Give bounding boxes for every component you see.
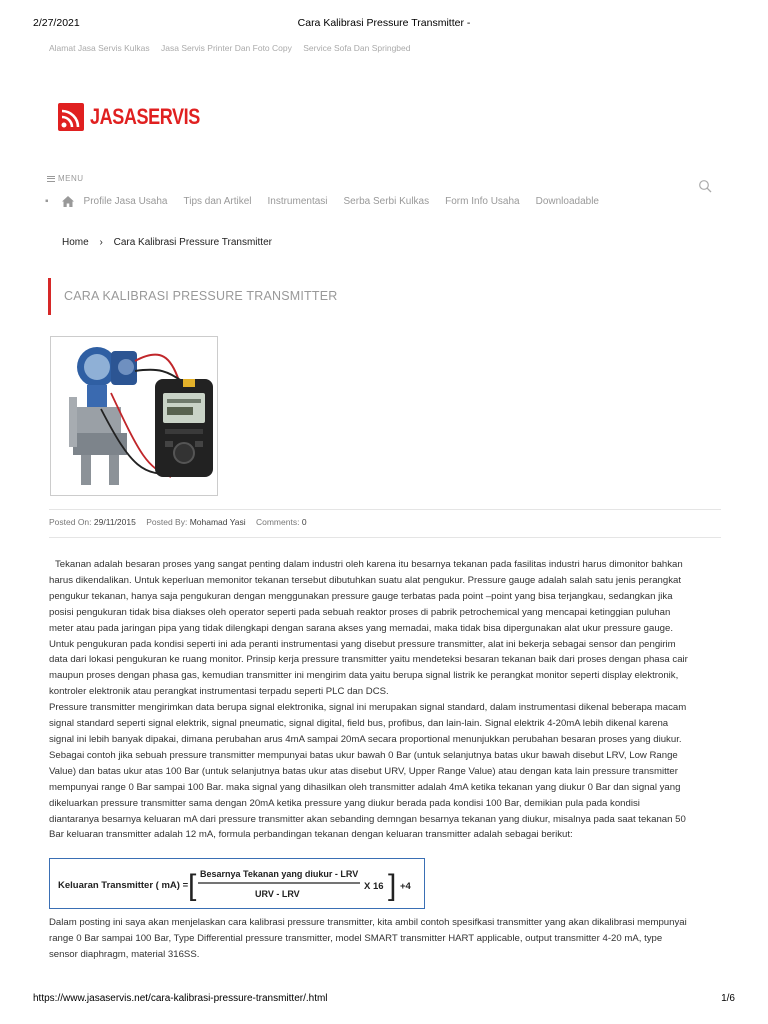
heading-accent-bar — [48, 278, 51, 315]
site-logo[interactable] — [58, 99, 224, 135]
formula-bracket-right: ] — [388, 869, 397, 902]
paragraph-line: meter atau pada jaringan pipa yang tidak dilengkapi dengan sarana akses yang memadai, maka tidak bisa dipergunakan alat ukur pressure gauge. — [49, 622, 673, 634]
comments-label: Comments: — [255, 517, 300, 527]
paragraph-line: Value) dan batas ukur atas 100 Bar (untuk selanjutnya batas ukur atas disebut URV, Upper Range Value) atau dengan kata lain pressure transmitter — [49, 765, 678, 777]
breadcrumb-current: Cara Kalibrasi Pressure Transmitter — [113, 237, 272, 248]
toplink-sofa[interactable]: Service Sofa Dan Springbed — [303, 43, 411, 53]
paragraph-line: sensor diaphragm, material 316SS. — [49, 948, 200, 960]
posted-on-label: Posted On: — [49, 517, 92, 527]
breadcrumb-separator: › — [99, 237, 103, 248]
paragraph-line: maupun proses dengan phasa gas, kemudian transmitter ini mengirim data yaitu berupa signal listrik ke perangkat monitor seperti display elektronik, — [49, 670, 679, 682]
top-links — [49, 43, 420, 53]
breadcrumb — [62, 237, 272, 248]
paragraph-line: Dalam posting ini saya akan menjelaskan cara kalibrasi pressure transmitter, kita ambil contoh spesifkasi transmitter yang akan dikalibrasi mempunyai — [49, 917, 687, 928]
toplink-kulkas[interactable]: Alamat Jasa Servis Kulkas — [49, 43, 150, 53]
logo-text: JASASERVIS — [90, 104, 200, 129]
paragraph-line: data dari lokasi pengukuran ke ruang monitor. Prinsip kerja pressure transmitter yaitu mendeteksi besaran tekanan baik dari proses dengan phasa cair — [49, 654, 688, 666]
paragraph-line: diantaranya besarnya keluaran mA dari pressure transmitter akan sebanding demngan besarnya tekanan yang diukur, misalnya pada saat tekanan 50 — [49, 813, 686, 825]
formula-bracket-left: [ — [188, 869, 197, 902]
posted-by-author[interactable]: Mohamad Yasi — [189, 517, 246, 527]
breadcrumb-home[interactable]: Home — [62, 237, 89, 248]
print-title: Cara Kalibrasi Pressure Transmitter - — [297, 17, 471, 29]
print-header — [33, 17, 735, 31]
nav-item-downloadable[interactable]: Downloadable — [535, 196, 599, 207]
paragraph-line: Tekanan adalah besaran proses yang sangat penting dalam industri oleh karena itu besarnya tekanan pada fasilitas industri harus dimonitor bahkan — [55, 559, 683, 570]
paragraph-line: harus dikendalikan. Untuk keperluan memonitor tekanan tersebut dibutuhkan suatu alat pengukur. Pressure gauge adalah salah satu jenis perangkat — [49, 574, 682, 586]
print-page-number: 1/6 — [721, 993, 735, 1004]
menu-toggle[interactable] — [47, 174, 84, 183]
posted-on-date: 29/11/2015 — [93, 517, 136, 527]
wifi-logo-icon — [58, 103, 86, 131]
article-image — [50, 336, 218, 496]
main-nav — [45, 196, 615, 207]
paragraph-line: dikeluarkan pressure transmitter sama dengan 20mA ketika pressure yang diukur berada pada kondisi 100 Bar, demikian pula pada kondisi — [49, 797, 640, 809]
formula-plus: +4 — [400, 881, 411, 892]
paragraph-line: pengukur tekanan, hanya saja pengukuran dengan menggunakan pressure gauge terbatas pada point –point yang bisa terjangkau, sedangkan jika — [49, 590, 673, 602]
print-date: 2/27/2021 — [33, 17, 80, 29]
hamburger-icon — [47, 174, 55, 183]
article-paragraph-2 — [49, 915, 721, 963]
formula-image — [49, 858, 425, 909]
comments-count[interactable]: 0 — [301, 517, 307, 527]
nav-item-kulkas[interactable]: Serba Serbi Kulkas — [343, 196, 430, 207]
nav-item-profile[interactable]: Profile Jasa Usaha — [83, 196, 168, 207]
nav-item-form[interactable]: Form Info Usaha — [445, 196, 520, 207]
formula-numerator: Besarnya Tekanan yang diukur - LRV — [200, 869, 359, 879]
paragraph-line: posisi pengukuran tidak bisa diakses oleh operator seperti pada sebuah reaktor proses di pabrik petrochemical yang mencapai ketinggian puluhan — [49, 606, 671, 618]
paragraph-line: signal ini lebih banyak dipakai, dimana perubahan arus 4mA sampai 20mA secara proportional menunjukkan perubahan besaran proses yang diukur. — [49, 733, 682, 745]
nav-item-tips[interactable]: Tips dan Artikel — [183, 196, 252, 207]
search-icon[interactable] — [698, 179, 712, 193]
paragraph-line: mempunyai range 0 Bar sampai 100 Bar. maka signal yang dihasilkan oleh transmitter adalah 4mA ketika tekanan yang diukur 0 Bar dan signal yang — [49, 781, 681, 793]
home-icon[interactable] — [62, 196, 74, 207]
nav-bullet-icon: ▪ — [45, 196, 49, 207]
post-meta — [49, 517, 307, 527]
toplink-printer[interactable]: Jasa Servis Printer Dan Foto Copy — [161, 43, 292, 53]
menu-label: MENU — [58, 174, 84, 183]
paragraph-line: Sebagai contoh jika sebuah pressure transmitter mempunyai batas ukur bawah 0 Bar (untuk selanjutnya batas ukur bawah disebut LRV, Low Range — [49, 749, 678, 761]
formula-times: X 16 — [364, 881, 384, 892]
paragraph-line: range 0 Bar sampai 100 Bar, Type Differential pressure transmitter, model SMART transmitter HART applicable, output transmitter 4-20 mA, type — [49, 932, 663, 944]
article-paragraph-1 — [49, 557, 721, 843]
page-title: CARA KALIBRASI PRESSURE TRANSMITTER — [64, 289, 338, 303]
paragraph-line: kontroler elektronik atau perangkat instrumentasi terpadu seperti PLC dan DCS. — [49, 686, 389, 698]
meta-bottom-rule — [49, 537, 721, 538]
meta-top-rule — [49, 509, 721, 510]
print-url: https://www.jasaservis.net/cara-kalibrasi-pressure-transmitter/.html — [33, 993, 328, 1004]
nav-item-instrumentasi[interactable]: Instrumentasi — [267, 196, 328, 207]
paragraph-line: Bar keluaran transmitter adalah 12 mA, formula perbandingan tekanan dengan keluaran transmitter adalah sebagai berikut: — [49, 829, 573, 841]
formula-denominator: URV - LRV — [255, 889, 300, 899]
posted-by-label: Posted By: — [146, 517, 188, 527]
paragraph-line: Untuk pengukuran pada kondisi seperti ini ada peranti instrumentasi yang disebut pressure transmitter, alat ini bekerja sebagai sensor dan pengirim — [49, 638, 676, 650]
paragraph-line: Pressure transmitter mengirimkan data berupa signal elektronika, signal ini merupakan signal standard, dalam instrumentasi dikenal beberapa macam — [49, 702, 687, 714]
paragraph-line: signal standard seperti signal elektrik, signal pneumatic, signal digital, field bus, profibus, dan lain-lain. Signal elektrik 4-20mA lebih dikenal karena — [49, 718, 669, 730]
formula-graphic — [50, 859, 424, 908]
formula-lhs: Keluaran Transmitter ( mA) = — [58, 880, 189, 891]
transmitter-calibrator-image — [51, 337, 218, 496]
